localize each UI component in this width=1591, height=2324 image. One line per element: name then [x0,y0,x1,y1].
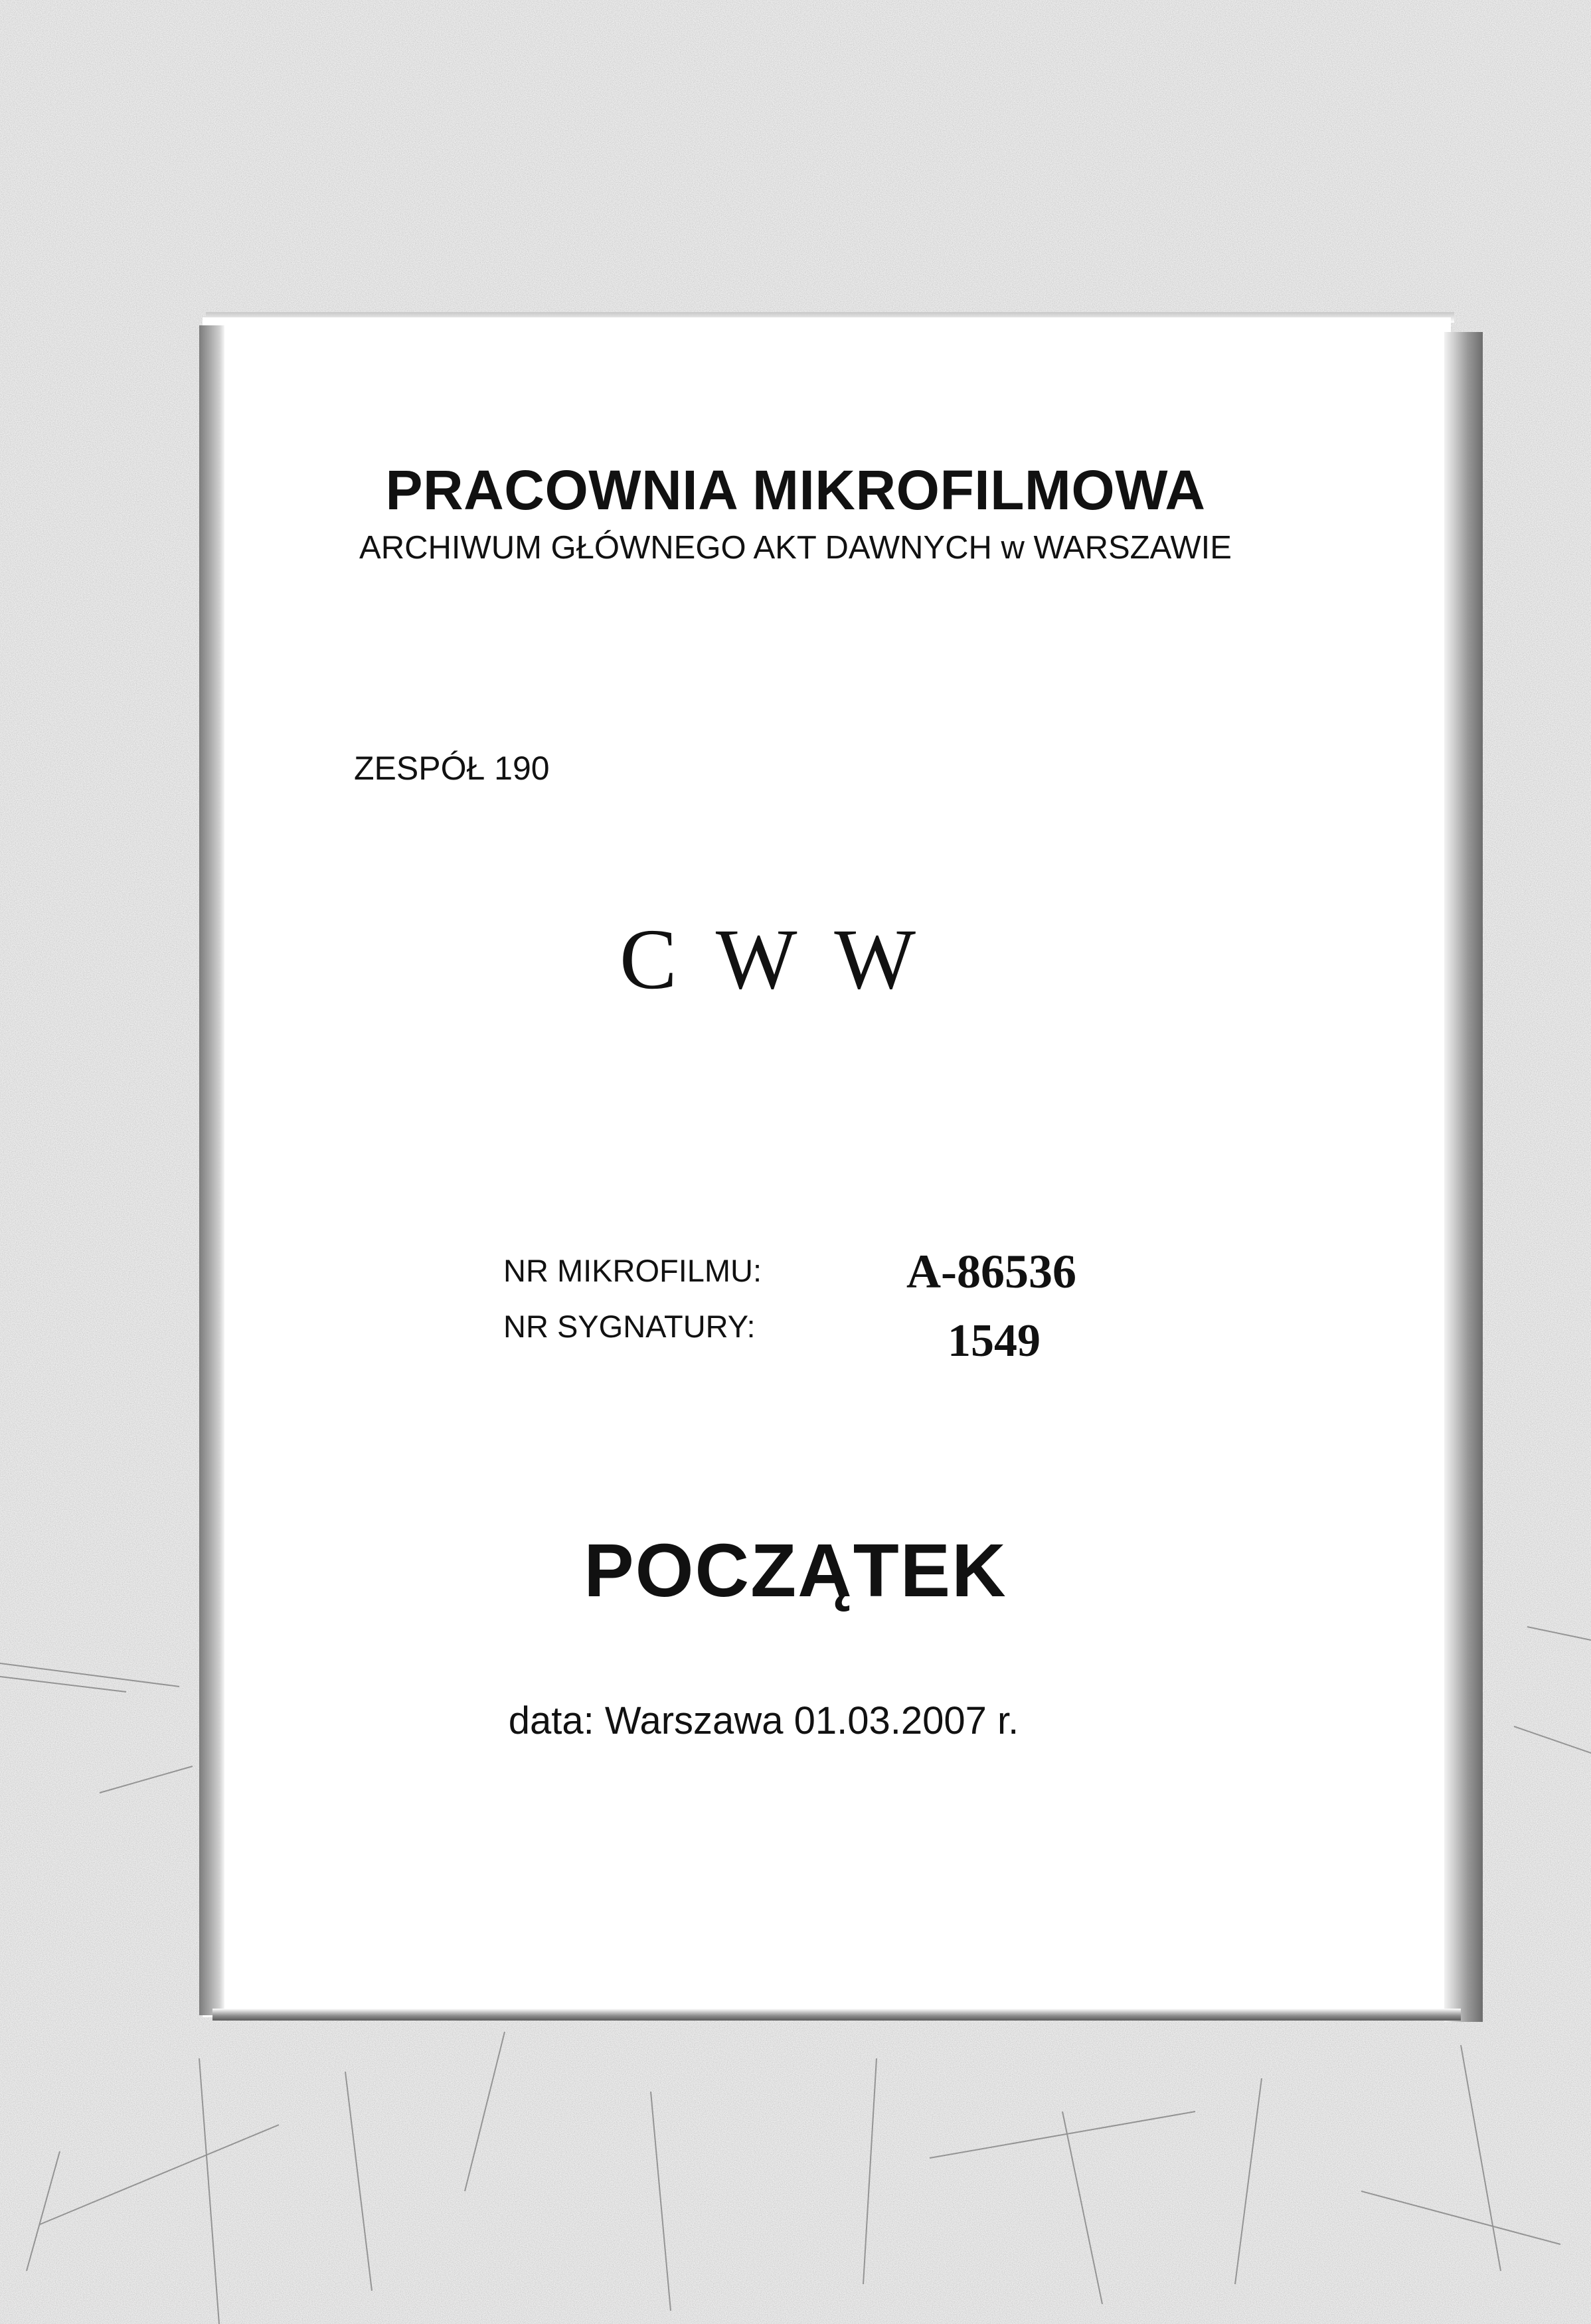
signature-label: NR SYGNATURY: [503,1309,756,1344]
microfilm-label: NR MIKROFILMU: [503,1253,762,1288]
document-card [203,317,1451,2017]
collection-code: C W W [619,912,926,1007]
card-right-shadow [1444,332,1483,2022]
collection-number: ZESPÓŁ 190 [354,750,550,787]
signature-value: 1549 [948,1315,1041,1367]
org-title: PRACOWNIA MIKROFILMOWA [385,459,1206,521]
microfilm-value: A-86536 [906,1245,1076,1298]
date-line: data: Warszawa 01.03.2007 r. [508,1699,1019,1742]
org-subtitle: ARCHIWUM GŁÓWNEGO AKT DAWNYCH w WARSZAWIE [359,530,1232,566]
card-bottom-edge [212,2009,1461,2021]
start-marker: POCZĄTEK [584,1529,1007,1612]
card-left-shadow [199,325,224,2015]
